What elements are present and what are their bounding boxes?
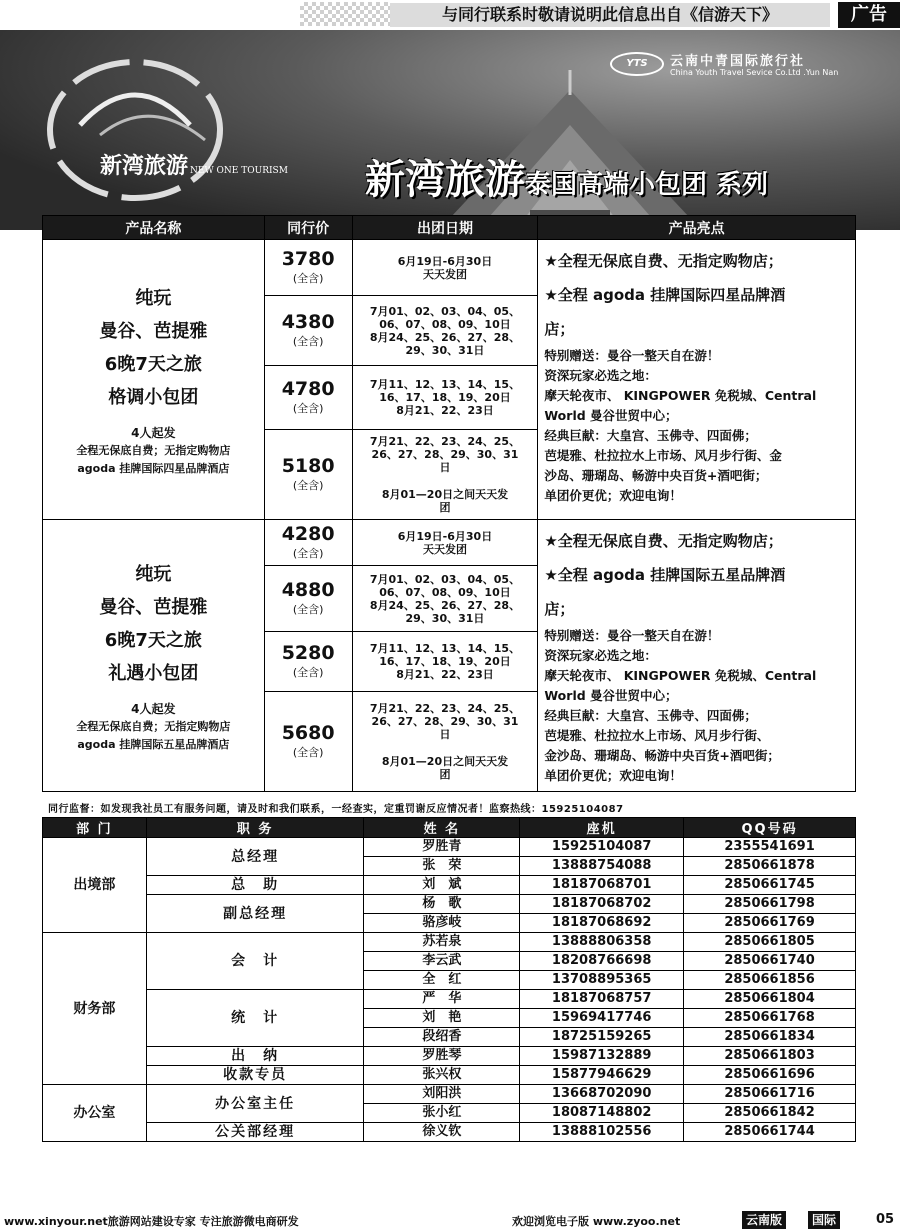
product-sub-line: 4人起发 xyxy=(131,425,176,440)
staff-qq: 2850661878 xyxy=(684,857,856,876)
role-cell: 统 计 xyxy=(146,990,364,1047)
staff-row xyxy=(43,895,856,914)
page-number: 05 xyxy=(876,1212,895,1227)
date-cell xyxy=(352,566,538,632)
staff-phone: 13708895365 xyxy=(520,971,684,990)
price-cell xyxy=(264,240,352,296)
highlight-line: 资深玩家必选之地： xyxy=(544,648,657,663)
date-line: 8月21、22、23日 xyxy=(396,404,494,417)
product-table xyxy=(42,215,856,792)
date-line: 7月21、22、23、24、25、 xyxy=(369,702,521,715)
staff-qq: 2850661803 xyxy=(684,1047,856,1066)
highlight-line: 经典巨献：大皇宫、玉佛寺、四面佛； xyxy=(544,708,757,723)
section-tag: 国际 xyxy=(808,1211,840,1229)
staff-name: 张小红 xyxy=(364,1104,520,1123)
headline xyxy=(365,148,768,205)
date-line: 7月21、22、23、24、25、 xyxy=(369,435,521,448)
staff-phone: 18087148802 xyxy=(520,1104,684,1123)
date-cell xyxy=(352,520,538,566)
staff-phone: 15987132889 xyxy=(520,1047,684,1066)
highlight-star-line: 店； xyxy=(544,320,575,338)
highlight-star-line: ★全程 agoda 挂牌国际四星品牌酒 xyxy=(544,286,786,304)
staff-name: 刘 斌 xyxy=(364,876,520,895)
staff-table xyxy=(42,817,856,1142)
product-name-line: 曼谷、芭提雅 xyxy=(99,320,208,342)
highlight-line: 资深玩家必选之地： xyxy=(544,368,657,383)
staff-qq: 2850661696 xyxy=(684,1066,856,1085)
date-line: 团 xyxy=(439,501,451,514)
staff-row xyxy=(43,933,856,952)
product-name-cell xyxy=(43,240,265,520)
role-cell: 总经理 xyxy=(146,838,364,876)
staff-qq: 2850661716 xyxy=(684,1085,856,1104)
date-line: 7月11、12、13、14、15、 xyxy=(369,378,521,391)
hero-banner xyxy=(0,30,900,230)
staff-name: 苏若泉 xyxy=(364,933,520,952)
date-line: 29、30、31日 xyxy=(405,343,485,357)
date-cell xyxy=(352,430,538,520)
staff-row xyxy=(43,838,856,857)
highlight-line: 摩天轮夜市、 KINGPOWER 免税城、Central xyxy=(544,388,817,403)
highlight-star-line: 店； xyxy=(544,600,575,618)
date-line: 7月01、02、03、04、05、 xyxy=(369,304,521,318)
date-line: 8月24、25、26、27、28、 xyxy=(369,598,521,612)
staff-qq: 2850661842 xyxy=(684,1104,856,1123)
date-line: 16、17、18、19、20日 xyxy=(379,655,511,668)
date-line: 16、17、18、19、20日 xyxy=(379,391,511,404)
date-line: 8月01—20日之间天天发 xyxy=(381,755,509,768)
price-cell xyxy=(264,566,352,632)
product-sub-line: 全程无保底自费；无指定购物店 xyxy=(76,443,231,457)
product-name-line: 纯玩 xyxy=(135,563,172,585)
staff-phone: 18725159265 xyxy=(520,1028,684,1047)
date-line: 天天发团 xyxy=(422,267,467,281)
date-line: 6月19日-6月30日 xyxy=(397,254,493,268)
highlight-line: 金沙岛、珊瑚岛、畅游中央百货+酒吧街； xyxy=(544,748,780,763)
staff-row xyxy=(43,1047,856,1066)
staff-row xyxy=(43,876,856,895)
highlight-star-line: ★全程 agoda 挂牌国际五星品牌酒 xyxy=(544,566,786,584)
staff-phone: 18187068757 xyxy=(520,990,684,1009)
price-note: (全含) xyxy=(292,271,324,285)
price-cell xyxy=(264,520,352,566)
staff-phone: 15969417746 xyxy=(520,1009,684,1028)
staff-name: 张兴权 xyxy=(364,1066,520,1085)
staff-qq: 2850661798 xyxy=(684,895,856,914)
header-qq: QQ号码 xyxy=(684,818,856,838)
footer-right-text: 欢迎浏览电子版 www.zyoo.net xyxy=(512,1215,681,1228)
staff-phone: 13888754088 xyxy=(520,857,684,876)
price-note: (全含) xyxy=(292,745,324,759)
highlight-star-line: ★全程无保底自费、无指定购物店； xyxy=(544,532,783,550)
staff-name: 刘 艳 xyxy=(364,1009,520,1028)
top-strip xyxy=(0,0,900,30)
date-line: 日 xyxy=(439,728,451,741)
date-line: 7月01、02、03、04、05、 xyxy=(369,572,521,586)
role-cell: 出 纳 xyxy=(146,1047,364,1066)
highlights-cell xyxy=(538,520,856,792)
date-line: 8月24、25、26、27、28、 xyxy=(369,330,521,344)
price-note: (全含) xyxy=(292,602,324,616)
highlights-cell xyxy=(538,240,856,520)
price-value: 3780 xyxy=(281,247,335,270)
product-sub-line: 4人起发 xyxy=(131,701,176,716)
date-line: 团 xyxy=(439,768,451,781)
header-phone: 座机 xyxy=(520,818,684,838)
date-line: 26、27、28、29、30、31 xyxy=(371,715,519,728)
staff-phone: 15925104087 xyxy=(520,838,684,857)
staff-name: 骆彦岐 xyxy=(364,914,520,933)
date-line: 7月11、12、13、14、15、 xyxy=(369,642,521,655)
staff-name: 刘阳洪 xyxy=(364,1085,520,1104)
staff-phone: 13888806358 xyxy=(520,933,684,952)
staff-phone: 13888102556 xyxy=(520,1123,684,1142)
staff-name: 李云武 xyxy=(364,952,520,971)
role-cell: 副总经理 xyxy=(146,895,364,933)
product-sub-line: 全程无保底自费；无指定购物店 xyxy=(76,719,231,733)
product-sub-line: agoda 挂牌国际五星品牌酒店 xyxy=(77,737,230,751)
footer-strip xyxy=(0,1210,900,1230)
highlight-line: 单团价更优；欢迎电询！ xyxy=(544,768,682,783)
product-name-line: 曼谷、芭提雅 xyxy=(99,596,208,618)
price-value: 4880 xyxy=(281,578,335,601)
product-name-line: 6晚7天之旅 xyxy=(104,629,202,651)
staff-name: 徐义钦 xyxy=(364,1123,520,1142)
price-cell xyxy=(264,430,352,520)
price-value: 5180 xyxy=(281,454,335,477)
price-value: 4780 xyxy=(281,377,335,400)
price-cell xyxy=(264,692,352,792)
highlight-line: 特别赠送：曼谷一整天自在游！ xyxy=(544,628,720,643)
dept-cell: 财务部 xyxy=(43,933,147,1085)
product-name-line: 格调小包团 xyxy=(108,386,199,408)
staff-row xyxy=(43,990,856,1009)
staff-qq: 2850661769 xyxy=(684,914,856,933)
price-cell xyxy=(264,632,352,692)
edition-tag: 云南版 xyxy=(742,1211,786,1229)
date-line: 06、07、08、09、10日 xyxy=(379,585,511,599)
staff-qq: 2850661745 xyxy=(684,876,856,895)
date-cell xyxy=(352,692,538,792)
header-dates: 出团日期 xyxy=(352,216,538,240)
checker-decoration xyxy=(300,2,390,26)
staff-qq: 2850661805 xyxy=(684,933,856,952)
agency-name-cn: 云南中青国际旅行社 xyxy=(670,54,806,69)
staff-row xyxy=(43,1123,856,1142)
staff-name: 严 华 xyxy=(364,990,520,1009)
price-value: 5280 xyxy=(281,641,335,664)
product-name-cell xyxy=(43,520,265,792)
price-value: 5680 xyxy=(281,721,335,744)
staff-name: 段绍香 xyxy=(364,1028,520,1047)
date-cell xyxy=(352,366,538,430)
price-value: 4280 xyxy=(281,522,335,545)
header-price: 同行价 xyxy=(264,216,352,240)
footer-left-text: www.xinyour.net旅游网站建设专家 专注旅游微电商研发 xyxy=(4,1215,299,1228)
highlight-line: 经典巨献：大皇宫、玉佛寺、四面佛； xyxy=(544,428,757,443)
role-cell: 会 计 xyxy=(146,933,364,990)
staff-name: 全 红 xyxy=(364,971,520,990)
date-line: 8月21、22、23日 xyxy=(396,668,494,681)
price-note: (全含) xyxy=(292,401,324,415)
highlight-star-line: ★全程无保底自费、无指定购物店； xyxy=(544,252,783,270)
staff-name: 罗胜青 xyxy=(364,838,520,857)
date-cell xyxy=(352,632,538,692)
staff-qq: 2850661768 xyxy=(684,1009,856,1028)
staff-table-header xyxy=(43,818,856,838)
staff-qq: 2850661744 xyxy=(684,1123,856,1142)
staff-phone: 18208766698 xyxy=(520,952,684,971)
product-row xyxy=(43,240,856,296)
highlight-line: 沙岛、珊瑚岛、畅游中央百货+酒吧街； xyxy=(544,468,768,483)
date-line: 06、07、08、09、10日 xyxy=(379,317,511,331)
staff-name: 张 荣 xyxy=(364,857,520,876)
date-line: 29、30、31日 xyxy=(405,611,485,625)
highlight-line: World 曼谷世贸中心； xyxy=(544,688,678,703)
header-highlights: 产品亮点 xyxy=(538,216,856,240)
staff-row xyxy=(43,1085,856,1104)
date-line: 8月01—20日之间天天发 xyxy=(381,488,509,501)
product-row xyxy=(43,520,856,566)
price-cell xyxy=(264,366,352,430)
date-line: 26、27、28、29、30、31 xyxy=(371,448,519,461)
header-product-name: 产品名称 xyxy=(43,216,265,240)
role-cell: 办公室主任 xyxy=(146,1085,364,1123)
header-name: 姓 名 xyxy=(364,818,520,838)
staff-phone: 18187068692 xyxy=(520,914,684,933)
staff-qq: 2850661740 xyxy=(684,952,856,971)
staff-name: 罗胜琴 xyxy=(364,1047,520,1066)
ad-label: 广告 xyxy=(838,2,900,28)
highlight-line: 特别赠送：曼谷一整天自在游！ xyxy=(544,348,720,363)
logo-en-text: NEW ONE TOURISM xyxy=(190,166,288,176)
highlight-line: 单团价更优；欢迎电询！ xyxy=(544,488,682,503)
highlight-line: World 曼谷世贸中心； xyxy=(544,408,678,423)
staff-row xyxy=(43,1066,856,1085)
agency-badge: YTS xyxy=(610,52,664,76)
header-role: 职 务 xyxy=(146,818,364,838)
staff-phone: 18187068702 xyxy=(520,895,684,914)
date-line: 日 xyxy=(439,461,451,474)
price-note: (全含) xyxy=(292,478,324,492)
product-sub-line: agoda 挂牌国际四星品牌酒店 xyxy=(77,461,230,475)
header-dept: 部 门 xyxy=(43,818,147,838)
agency-block xyxy=(610,50,890,90)
product-name-line: 6晚7天之旅 xyxy=(104,353,202,375)
price-note: (全含) xyxy=(292,546,324,560)
product-name-line: 纯玩 xyxy=(135,287,172,309)
logo-emblem xyxy=(40,55,330,205)
date-line: 6月19日-6月30日 xyxy=(397,529,493,543)
dept-cell: 出境部 xyxy=(43,838,147,933)
top-notice: 与同行联系时敬请说明此信息出自《信游天下》 xyxy=(390,3,830,27)
price-cell xyxy=(264,296,352,366)
role-cell: 公关部经理 xyxy=(146,1123,364,1142)
staff-qq: 2850661804 xyxy=(684,990,856,1009)
staff-qq: 2850661856 xyxy=(684,971,856,990)
highlight-line: 芭堤雅、杜拉拉水上市场、风月步行街、金 xyxy=(544,448,782,463)
staff-name: 杨 歌 xyxy=(364,895,520,914)
staff-qq: 2850661834 xyxy=(684,1028,856,1047)
product-table-header xyxy=(43,216,856,240)
date-cell xyxy=(352,296,538,366)
highlight-line: 芭堤雅、杜拉拉水上市场、风月步行街、 xyxy=(544,728,770,743)
headline-main: 新湾旅游 xyxy=(365,157,525,203)
role-cell: 总 助 xyxy=(146,876,364,895)
logo-cn-text: 新湾旅游 xyxy=(100,154,189,179)
dept-cell: 办公室 xyxy=(43,1085,147,1142)
price-note: (全含) xyxy=(292,334,324,348)
role-cell: 收款专员 xyxy=(146,1066,364,1085)
price-note: (全含) xyxy=(292,665,324,679)
date-line: 天天发团 xyxy=(422,542,467,556)
product-name-line: 礼遇小包团 xyxy=(108,662,199,684)
staff-phone: 18187068701 xyxy=(520,876,684,895)
agency-name-en: China Youth Travel Sevice Co.Ltd .Yun Nan xyxy=(670,68,839,77)
monitor-notice: 同行监督：如发现我社员工有服务问题，请及时和我们联系，一经查实，定重罚谢反应情况者！监察热线：15925104087 xyxy=(48,804,624,815)
staff-qq: 2355541691 xyxy=(684,838,856,857)
highlight-line: 摩天轮夜市、 KINGPOWER 免税城、Central xyxy=(544,668,817,683)
date-cell xyxy=(352,240,538,296)
staff-phone: 13668702090 xyxy=(520,1085,684,1104)
headline-sub: 泰国高端小包团 系列 xyxy=(525,170,769,200)
price-value: 4380 xyxy=(281,310,335,333)
staff-phone: 15877946629 xyxy=(520,1066,684,1085)
